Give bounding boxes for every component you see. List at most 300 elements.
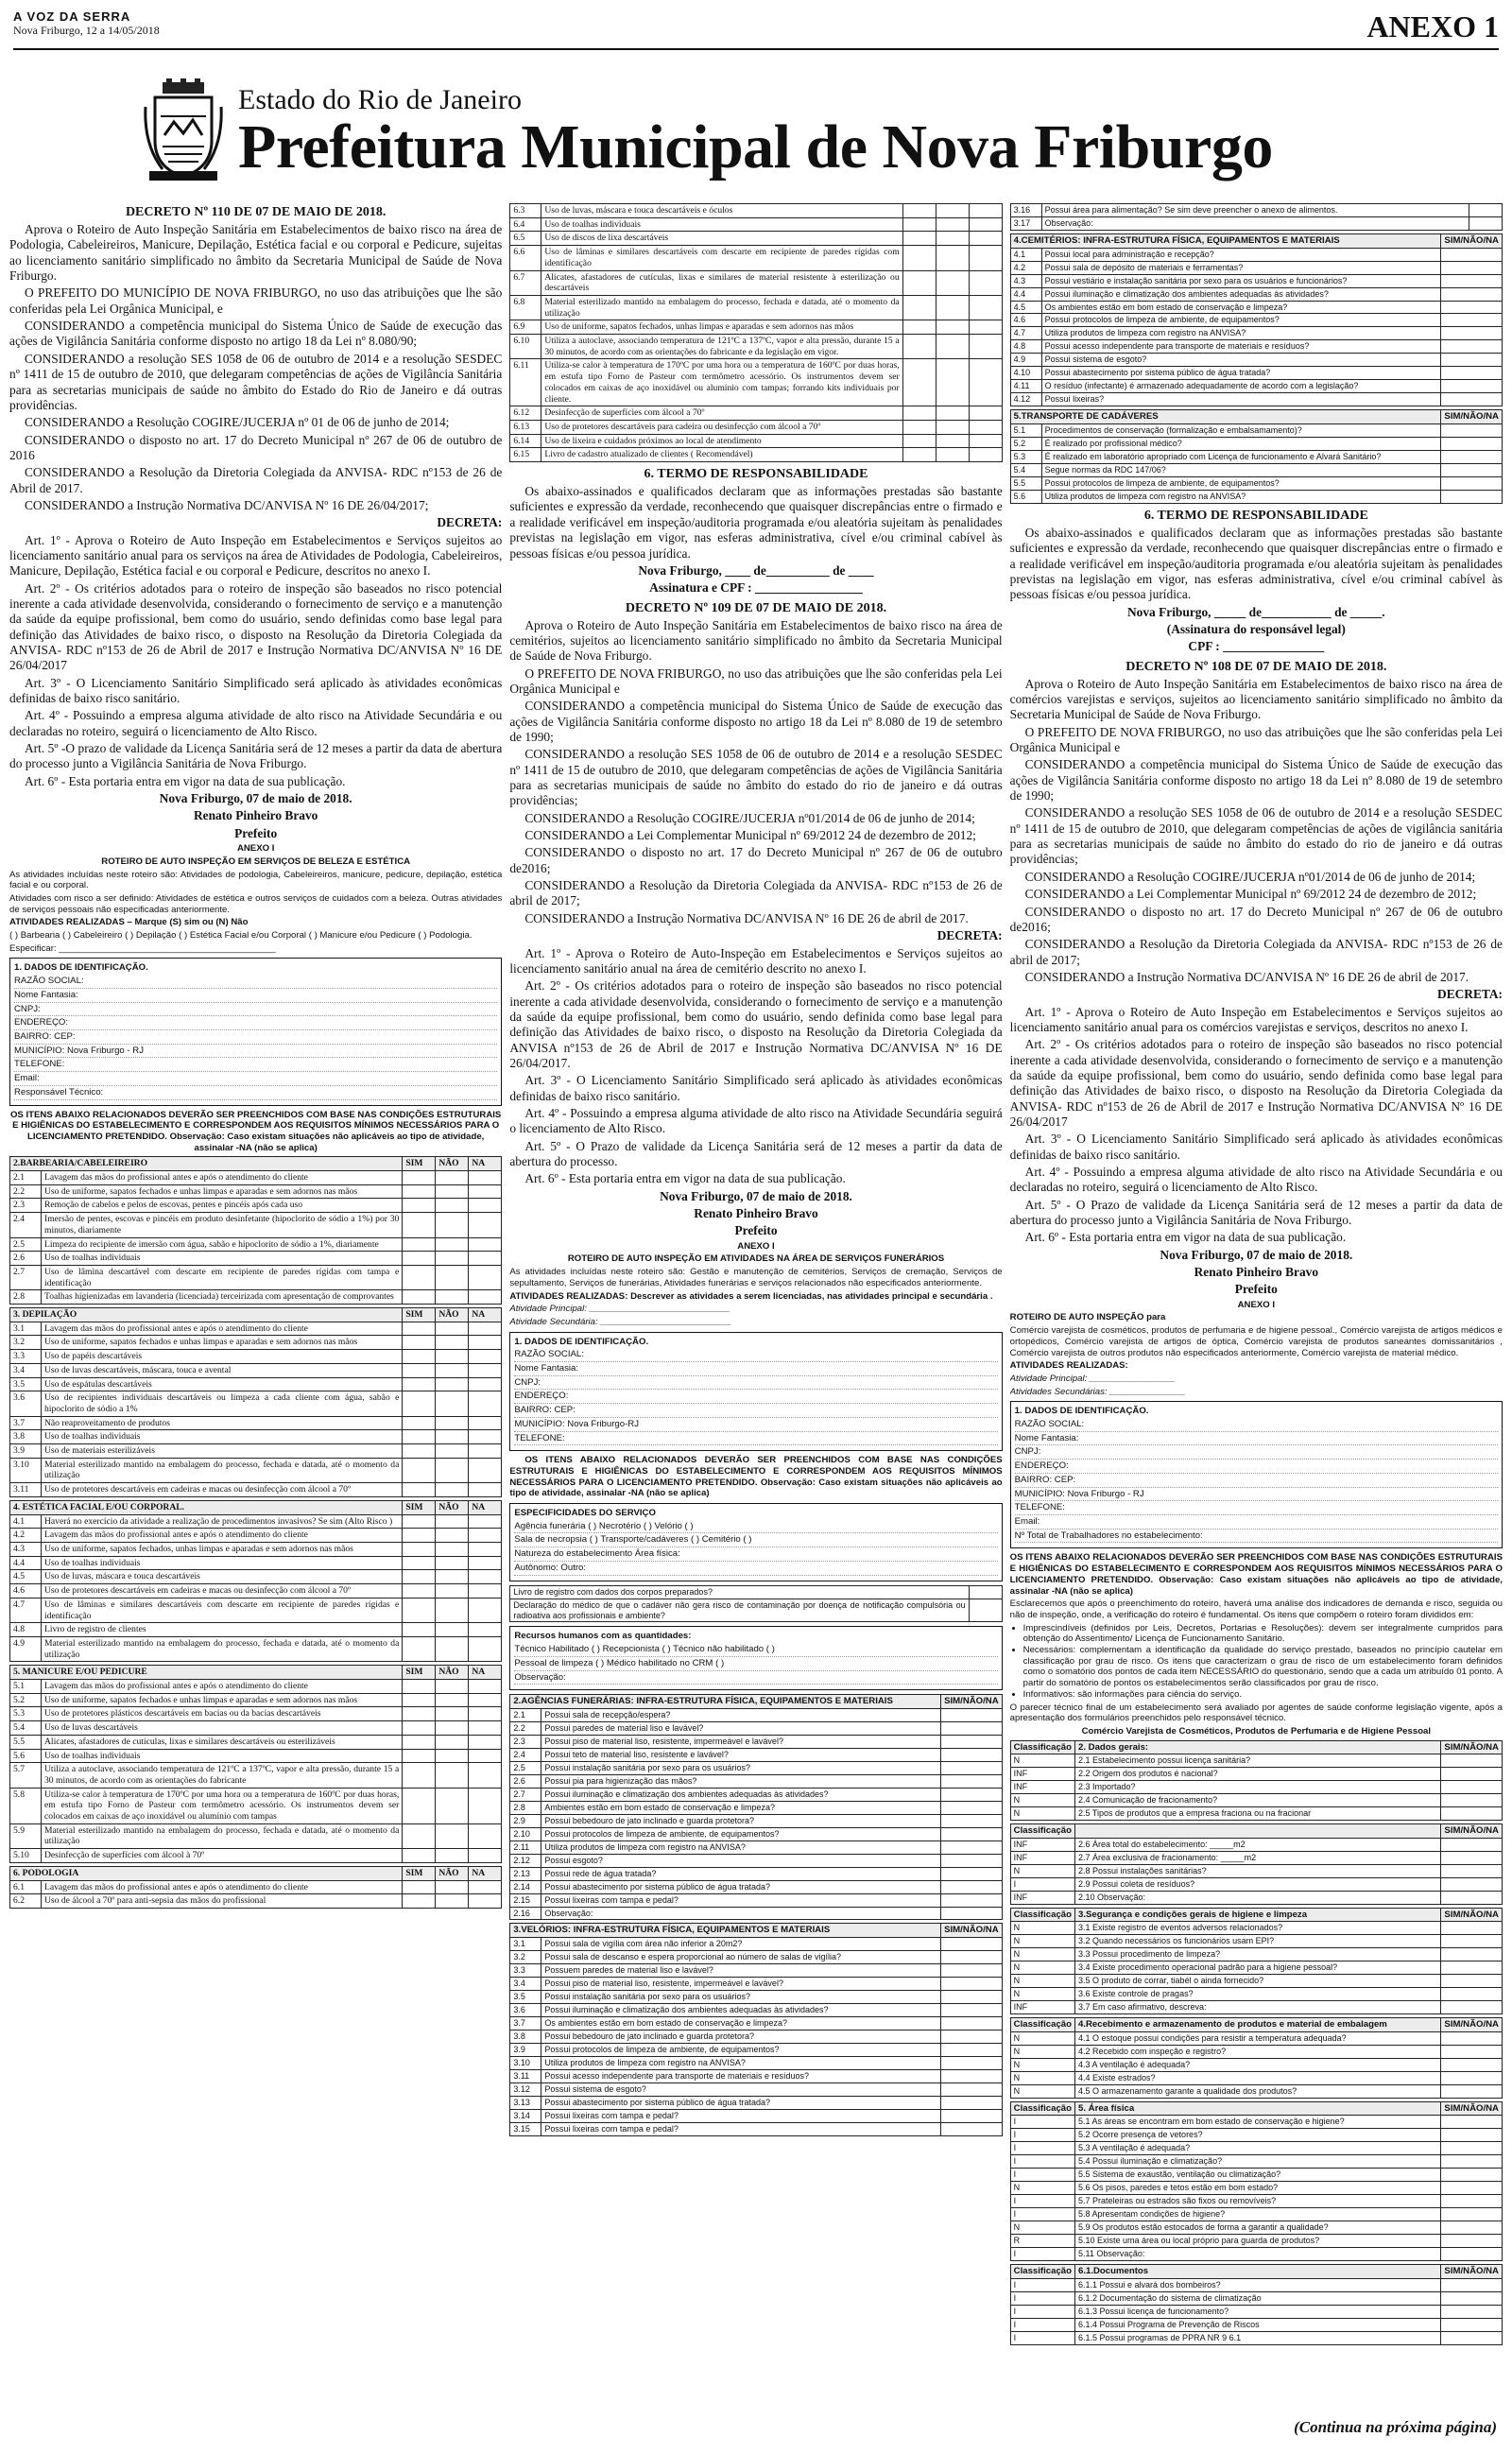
answer-cell (969, 246, 1002, 270)
sign-role: Prefeito (1234, 1282, 1278, 1297)
group-title: 2. Dados gerais: (1075, 1740, 1441, 1754)
table-row (510, 406, 1002, 421)
item-text: Possui sistema de esgoto? (1041, 354, 1441, 367)
answer-cell (1441, 380, 1503, 393)
answer-cell (936, 204, 969, 218)
group-title (1075, 1824, 1441, 1839)
answer-cell (469, 1184, 502, 1199)
answer-cell (469, 1430, 502, 1444)
table-row (1010, 274, 1502, 287)
annex-risk: Atividades com risco a ser definido: Atividades de estética e outros serviços de cuidados com a beleza. Outras atividades de serviços pessoais não especificadas anteriormente. (9, 892, 503, 915)
item-text: 5.10 Existe uma área ou local próprio para guarda de produtos? (1075, 2235, 1441, 2248)
ident-title: 1. DADOS DE IDENTIFICAÇÃO. (514, 1336, 649, 1347)
sign-name: Renato Pinheiro Bravo (1194, 1265, 1319, 1280)
item-number: I (1010, 2278, 1074, 2291)
table-row (510, 295, 1002, 320)
answer-cell (403, 1707, 436, 1721)
comercio-table (1010, 1823, 1503, 1905)
article-paragraph: Art. 1º - Aprova o Roteiro de Auto Inspeção em Estabelecimentos e Serviços sujeitos ao licenciamento sanitário anual para os serviços na área de Atividades de Podologia, Cabeleireiros, Manicure, Depilação, Estética facial e ou corporal e Pedicure, descritos no anexo I. (9, 532, 503, 579)
column-header: SIM (403, 1308, 436, 1322)
considerando-paragraph: CONSIDERANDO a Resolução COGIRE/JUCERJA nº 01 de 06 de junho de 2014; (25, 415, 450, 430)
item-number: 6.10 (510, 335, 541, 359)
answer-cell (941, 2096, 1003, 2109)
item-text: Utiliza a autoclave, associando temperatura de 121ºC a 137ºC, vapor e alta pressão, durante 15 a 30 minutos, de acordo com as orientações do fabricante (42, 1763, 403, 1788)
column-header: NA (469, 1866, 502, 1880)
item-text: Procedimentos de conservação (formalização e embalsamamento)? (1041, 423, 1441, 437)
answer-cell (1441, 2129, 1503, 2142)
item-number: 6.7 (510, 270, 541, 295)
answer-cell (941, 2017, 1003, 2031)
item-text: Segue normas da RDC 147/06? (1041, 463, 1441, 476)
item-text: Possui protocolos de limpeza de ambiente, de equipamentos? (541, 1827, 941, 1840)
considerando-paragraph: O PREFEITO DO MUNICÍPIO DE NOVA FRIBURGO, no uso das atribuições que lhe são conferidas pela Lei Orgânica Municipal, e (9, 285, 503, 316)
item-number: I (1010, 2331, 1074, 2344)
simnao-header: SIM/NÃO/NA (1441, 2265, 1503, 2279)
item-text: Possui protocolos de limpeza de ambiente, de equipamentos? (1041, 314, 1441, 327)
class-header: Classificação (1010, 2018, 1074, 2032)
class-header: Classificação (1010, 1908, 1074, 1922)
item-number: 6.9 (510, 320, 541, 335)
cemiterios-title: 4.CEMITÉRIOS: INFRA-ESTRUTURA FÍSICA, EQUIPAMENTOS E MATERIAIS (1010, 233, 1441, 248)
item-number: I (1010, 2318, 1074, 2331)
answer-cell (469, 1584, 502, 1599)
answer-cell (941, 2082, 1003, 2096)
item-text: Material esterilizado mantido na embalagem do processo, fechada e datada, até o momento da utilização (42, 1823, 403, 1848)
item-number: 5.2 (1010, 437, 1041, 450)
item-number: I (1010, 2291, 1074, 2305)
answer-cell (1441, 2071, 1503, 2084)
considerando-paragraph: CONSIDERANDO a Lei Complementar Municipal nº 69/2012 24 de dezembro de 2012; (524, 828, 976, 843)
answer-cell (469, 1788, 502, 1823)
item-number: 3.16 (1010, 204, 1041, 217)
item-number: 6.5 (510, 232, 541, 246)
table-row (1010, 423, 1502, 437)
item-number: 3.7 (10, 1416, 42, 1430)
item-number: 4.6 (1010, 314, 1041, 327)
answer-cell (436, 1623, 469, 1637)
item-number: N (1010, 1794, 1074, 1807)
answer-cell (936, 270, 969, 295)
class-header: Classificação (1010, 1740, 1074, 1754)
answer-cell (1441, 1935, 1503, 1948)
answer-cell (436, 1184, 469, 1199)
item-text: Uso de recipientes individuais descartáveis ou limpeza a cada cliente com água, sabão e hipoclorito de sódio a 1% (42, 1391, 403, 1416)
table-row (1010, 287, 1502, 301)
table-row (1010, 450, 1502, 463)
item-text: Os ambientes estão em bom estado de conservação e limpeza? (541, 2017, 941, 2031)
answer-cell (1441, 2169, 1503, 2182)
item-text: Uso de luvas, máscara e touca descartáveis (42, 1570, 403, 1584)
article-paragraph: Art. 3º - O Licenciamento Sanitário Simplificado será aplicado às atividades econômicas definidas de baixo risco sanitário. (1009, 1132, 1503, 1162)
answer-cell (902, 295, 936, 320)
item-number: 3.15 (510, 2122, 541, 2135)
answer-cell (403, 1514, 436, 1529)
answer-cell (1441, 476, 1503, 490)
annex-block (509, 1241, 1002, 1328)
item-number: 2.9 (510, 1814, 541, 1827)
answer-cell (1441, 261, 1503, 274)
answer-cell (941, 2109, 1003, 2122)
answer-cell (436, 1444, 469, 1459)
item-number: 6.11 (510, 359, 541, 406)
table-row (1010, 1961, 1502, 1975)
item-number: INF (1010, 1838, 1074, 1851)
item-text: Possui lixeiras com tampa e pedal? (541, 2122, 941, 2135)
table-row (10, 1416, 502, 1430)
item-number: I (1010, 2195, 1074, 2208)
answer-cell (436, 1213, 469, 1237)
item-text: Uso de álcool a 70º para anti-sepsia das mãos do profissional (42, 1894, 403, 1909)
article-paragraph: Art. 5º -O prazo de validade da Licença Sanitária será de 12 meses a partir da data de abertura do processo junto a Vigilância Sanitária de Nova Friburgo. (9, 741, 503, 771)
answer-cell (1441, 354, 1503, 367)
item-text: Haverá no exercício da atividade a realização de procedimentos invasivos? Se sim (Alto Risco ) (42, 1514, 403, 1529)
table-row (1010, 2318, 1502, 2331)
item-number: N (1010, 1961, 1074, 1975)
item-number: 5.3 (10, 1707, 42, 1721)
answer-cell (403, 1529, 436, 1543)
item-text: Lavagem das mãos do profissional antes e após o atendimento do cliente (42, 1171, 403, 1185)
item-text: 5.9 Os produtos estão estocados de forma a garantir a qualidade? (1075, 2221, 1441, 2235)
item-number: I (1010, 1877, 1074, 1891)
table-row (510, 1788, 1002, 1801)
velorios-cont-table (1010, 203, 1503, 231)
decree-108-considerandos (1010, 725, 1503, 986)
answer-cell (403, 1290, 436, 1305)
answer-cell (403, 1265, 436, 1289)
answer-cell (941, 2069, 1003, 2082)
answer-cell (1469, 204, 1502, 217)
answer-cell (403, 1823, 436, 1848)
answer-cell (436, 1721, 469, 1736)
answer-cell (1441, 274, 1503, 287)
comercio-tables (1010, 1740, 1503, 2345)
item-text: Material esterilizado mantido na embalagem do processo, fechada e datada, até o momento da utilização (42, 1458, 403, 1482)
item-text: Uso de espátulas descartáveis (42, 1377, 403, 1391)
article-paragraph: Art. 6º - Esta portaria entra em vigor na data de sua publicação. (25, 773, 346, 788)
item-text: Possui acesso independente para transporte de materiais e resíduos? (1041, 340, 1441, 354)
term-title: 6. TERMO DE RESPONSABILIDADE (1143, 508, 1368, 523)
answer-cell (936, 434, 969, 448)
table-row (510, 448, 1002, 462)
table-row (1010, 327, 1502, 340)
item-text: Possui protocolos de limpeza de ambiente, de equipamentos? (1041, 476, 1441, 490)
item-number: 3.8 (10, 1430, 42, 1444)
ident-field: RAZÃO SOCIAL: (514, 1348, 997, 1362)
article-paragraph: Art. 4º - Possuindo a empresa alguma atividade de alto risco na Atividade Secundária e ou declaradas no roteiro, seguirá o licenciamento de Alto Risco. (1009, 1165, 1503, 1195)
table-row (10, 1237, 502, 1252)
table-row (10, 1636, 502, 1661)
item-text: Possui abastecimento por sistema público de água tratada? (1041, 367, 1441, 380)
item-text: Livro de cadastro atualizado de clientes ( Recomendável) (541, 448, 902, 462)
ativ-principal: Atividade Principal: _________________ (1009, 1373, 1176, 1384)
item-number: N (1010, 1975, 1074, 1988)
item-text: Possui pia para higienização das mãos? (541, 1774, 941, 1788)
spec-line: Agência funerária ( ) Necrotério ( ) Velório ( ) (514, 1520, 997, 1534)
item-text: Uso de lâminas e similares descartáveis com descarte em recipiente de paredes rígidas com identificação (541, 246, 902, 270)
answer-cell (469, 1377, 502, 1391)
item-text: Utiliza-se calor à temperatura de 170ºC por uma hora ou a temperatura de 160ºC por duas horas, em estufa tipo Forno de Pasteur com termômetro acessório. Os instrumentos devem ser colocados em caixas de aço inoxidável ou alumínio com tampas; forrando kits individuais por cliente. (541, 359, 902, 406)
item-text: 2.6 Área total do estabelecimento: _____m2 (1075, 1838, 1441, 1851)
group-title: 5. Área física (1075, 2101, 1441, 2116)
item-number: 4.5 (10, 1570, 42, 1584)
article-paragraph: Art. 6º - Esta portaria entra em vigor na data de sua publicação. (1024, 1230, 1347, 1245)
item-text: 5.3 A ventilação é adequada? (1075, 2142, 1441, 2155)
table-row (1010, 2116, 1502, 2129)
table-row (1010, 1807, 1502, 1821)
answer-cell (436, 1171, 469, 1185)
answer-cell (902, 420, 936, 434)
item-text: 5.4 Possui iluminação e climatização? (1075, 2155, 1441, 2169)
checklist-table (9, 1500, 502, 1662)
answer-cell (941, 2030, 1003, 2043)
answer-cell (969, 448, 1002, 462)
ativ-secundaria: Atividades Secundárias: _______________ (1009, 1386, 1186, 1397)
answer-cell (969, 232, 1002, 246)
items-note: OS ITENS ABAIXO RELACIONADOS DEVERÃO SER PREENCHIDOS COM BASE NAS CONDIÇÕES ESTRUTURAIS E HIGIÊNICAS DO ESTABELECIMENTO E CORRESPONDEM AOS REQUISITOS MÍNIMOS NECESSÁRIOS PARA O LICENCIAMENTO PRETENDIDO. Observação: Caso existam situações não aplicáveis ao tipo de atividade, assinalar -NA (não se aplica) (509, 1455, 1003, 1499)
item-text: Uso de papéis descartáveis (42, 1350, 403, 1364)
table-row (510, 217, 1002, 232)
table-row (510, 359, 1002, 406)
item-number: 3.10 (510, 2056, 541, 2069)
spec-title: ESPECIFICIDADES DO SERVIÇO (514, 1508, 656, 1519)
table-row (510, 1708, 1002, 1721)
ident-field: Nome Fantasia: (1015, 1432, 1498, 1446)
item-number: 5.8 (10, 1788, 42, 1823)
answer-cell (436, 1543, 469, 1557)
item-number: 4.1 (1010, 248, 1041, 261)
answer-cell (1441, 314, 1503, 327)
item-text: Alicates, afastadores de cutículas, lixas e similares de material resistente à esterilização ou descartáveis (541, 270, 902, 295)
atividades-label: ATIVIDADES REALIZADAS: (1009, 1360, 1128, 1372)
ident-field: Responsável Técnico: (14, 1086, 497, 1100)
item-text: Possui sistema de esgoto? (541, 2082, 941, 2096)
answer-cell (941, 1880, 1003, 1893)
item-number: 2.10 (510, 1827, 541, 1840)
table-row (510, 1748, 1002, 1761)
answer-cell (403, 1458, 436, 1482)
item-number: 3.17 (1010, 216, 1041, 230)
item-text: Possui instalação sanitária por sexo para os usuários? (541, 1761, 941, 1774)
answer-cell (936, 448, 969, 462)
item-number: 2.16 (510, 1907, 541, 1920)
simnao-header: SIM/NÃO/NA (941, 1695, 1003, 1709)
item-number: 3.11 (10, 1483, 42, 1497)
item-number: 6.13 (510, 420, 541, 434)
term-title: 6. TERMO DE RESPONSABILIDADE (644, 467, 868, 482)
answer-cell (436, 1252, 469, 1266)
item-number: 2.3 (510, 1735, 541, 1748)
table-row (510, 1721, 1002, 1735)
item-number: 2.12 (510, 1854, 541, 1867)
table-row (1010, 2182, 1502, 2195)
answer-cell (1441, 248, 1503, 261)
item-number: 3.7 (510, 2017, 541, 2031)
item-number: 2.4 (10, 1213, 42, 1237)
item-number: 2.2 (510, 1721, 541, 1735)
table-row (10, 1749, 502, 1763)
table-row (1010, 1754, 1502, 1768)
item-number: 3.3 (510, 1964, 541, 1978)
item-number: 2.15 (510, 1893, 541, 1907)
table-row (510, 320, 1002, 335)
transporte-title: 5.TRANSPORTE DE CADÁVERES (1010, 410, 1441, 424)
table-row (1010, 2031, 1502, 2045)
column-header: NA (469, 1308, 502, 1322)
item-number: 2.6 (510, 1774, 541, 1788)
decree-110-ementa: Aprova o Roteiro de Auto Inspeção Sanitária em Estabelecimentos de baixo risco na área de Podologia, Cabeleireiros, Manicure, Depilação, Estética facial e ou corporal e Pedicure, sujeitas ao licenciamento sanitário simplificado no âmbito da Secretaria Municipal de Saúde de Nova Friburgo. (9, 222, 503, 284)
answer-cell (1441, 1754, 1503, 1768)
answer-cell (403, 1252, 436, 1266)
item-number: 5.3 (1010, 450, 1041, 463)
item-number: I (1010, 2208, 1074, 2221)
item-number: N (1010, 1864, 1074, 1877)
answer-cell (1441, 2318, 1503, 2331)
ident-field: TELEFONE: (1015, 1501, 1498, 1515)
item-text: Possui sala de depósito de materiais e ferramentas? (1041, 261, 1441, 274)
answer-cell (902, 270, 936, 295)
item-text: 2.10 Observação: (1075, 1891, 1441, 1904)
term-sign: (Assinatura do responsável legal) (1166, 621, 1346, 636)
item-number: I (1010, 2142, 1074, 2155)
item-text: Possui paredes de material liso e lavável? (541, 1721, 941, 1735)
considerando-paragraph: CONSIDERANDO o disposto no art. 17 do Decreto Municipal nº 267 de 06 de outubro de2016; (1009, 904, 1503, 934)
item-number: 3.6 (10, 1391, 42, 1416)
considerando-paragraph: CONSIDERANDO a Instrução Normativa DC/ANVISA Nº 16 DE 26 de abril de 2017. (524, 910, 969, 925)
answer-cell (941, 2043, 1003, 2056)
column-header: NA (469, 1157, 502, 1171)
ident-field: TELEFONE: (514, 1432, 997, 1446)
table-row (1010, 1851, 1502, 1864)
answer-cell (941, 2122, 1003, 2135)
table-row (10, 1584, 502, 1599)
table-row (1010, 340, 1502, 354)
article-paragraph: Art. 3º - O Licenciamento Sanitário Simplificado será aplicado às atividades econômicas definidas de baixo risco sanitário. (9, 675, 503, 706)
item-number: 3.8 (510, 2030, 541, 2043)
simnao-header: SIM/NÃO/NA (1441, 410, 1503, 424)
item-text: 6.1.1 Possui e alvará dos bombeiros? (1075, 2278, 1441, 2291)
answer-cell (436, 1430, 469, 1444)
table-row (10, 1350, 502, 1364)
column-header: NA (469, 1500, 502, 1514)
item-text: 2.3 Importado? (1075, 1781, 1441, 1794)
parecer-text: O parecer técnico final de um estabelecimento será avaliado por agentes de saúde conforme legislação vigente, após a apresentação dos formulários preenchidos pelo responsável técnico. (1009, 1702, 1503, 1724)
item-number: 3.4 (510, 1978, 541, 1991)
article-paragraph: Art. 2º - Os critérios adotados para o roteiro de inspeção são baseados no risco potencial inerente a cada atividade desenvolvida, considerando o fornecimento de serviço e a manutenção da saúde da equipe profissional, bem como do usuário, sendo definida como base legal para definição das Atividades de baixo risco, o disposto na Resolução da Diretoria Colegiada da ANVISA nº153 de 26 de Abril de 2017 e Instrução Normativa DC/ANVISA Nº 16 DE 26/04/2017. (509, 978, 1003, 1070)
table-row (510, 1801, 1002, 1814)
agencias-table (509, 1694, 1002, 1920)
answer-cell (436, 1416, 469, 1430)
item-text: Lavagem das mãos do profissional antes e após o atendimento do cliente (42, 1880, 403, 1894)
issue-date: Nova Friburgo, 12 a 14/05/2018 (13, 24, 160, 37)
decree-110-articles (9, 533, 502, 790)
item-number: 5.7 (10, 1763, 42, 1788)
decree-108-articles (1010, 1005, 1503, 1246)
answer-cell (941, 1774, 1003, 1788)
transporte-table (1010, 409, 1503, 504)
item-number: 3.1 (510, 1938, 541, 1951)
cemiterios-table (1010, 233, 1503, 406)
answer-cell (469, 1416, 502, 1430)
item-number: 6.4 (510, 217, 541, 232)
table-header (1010, 1908, 1502, 1922)
table-row (510, 1991, 1002, 2004)
item-text: Uso de lixeira e cuidados próximos ao local de atendimento (541, 434, 902, 448)
table-row (1010, 463, 1502, 476)
table-row (1010, 248, 1502, 261)
table-row (1010, 2291, 1502, 2305)
table-row (510, 2082, 1002, 2096)
answer-cell (941, 1978, 1003, 1991)
item-number: 5.4 (10, 1721, 42, 1736)
answer-cell (941, 1938, 1003, 1951)
considerando-paragraph: CONSIDERANDO o disposto no art. 17 do Decreto Municipal nº 267 de 06 de outubro de 2016 (9, 432, 503, 462)
answer-cell (1441, 2331, 1503, 2344)
criteria-item: • Informativos: são informações para ciência do serviço. (1023, 1689, 1503, 1701)
table-row (510, 1774, 1002, 1788)
item-text: 6.1.5 Possui programas de PPRA NR 9 6.1 (1075, 2331, 1441, 2344)
ident-field: MUNICÍPIO: Nova Friburgo - RJ (14, 1045, 497, 1059)
table-row (510, 2109, 1002, 2122)
answer-cell (936, 420, 969, 434)
table-row (1010, 1891, 1502, 1904)
answer-cell (1441, 490, 1503, 503)
agencias-title: 2.AGÊNCIAS FUNERÁRIAS: INFRA-ESTRUTURA FÍSICA, EQUIPAMENTOS E MATERIAIS (510, 1695, 941, 1709)
ident-field: CNPJ: (14, 1003, 497, 1017)
item-text: Uso de uniforme, sapatos fechados e unhas limpas e aparadas e sem adornos nas mãos (42, 1184, 403, 1199)
considerando-paragraph: CONSIDERANDO a Lei Complementar Municipal nº 69/2012 24 de dezembro de 2012; (1024, 887, 1477, 902)
answer-cell (469, 1763, 502, 1788)
decree-110-considerandos (9, 285, 502, 513)
table-row (510, 270, 1002, 295)
answer-cell (941, 1788, 1003, 1801)
annex-i-label: ANEXO I (236, 843, 275, 855)
answer-cell (1441, 450, 1503, 463)
velorios-table (509, 1923, 1002, 2135)
item-text: Possui lixeiras com tampa e pedal? (541, 2109, 941, 2122)
item-number: 4.4 (10, 1556, 42, 1570)
answer-cell (403, 1184, 436, 1199)
answer-cell (436, 1363, 469, 1377)
considerando-paragraph: O PREFEITO DE NOVA FRIBURGO, no uso das atribuições que lhe são conferidas pela Lei Orgânica Municipal e (509, 665, 1003, 696)
coat-of-arms-icon (144, 78, 223, 184)
item-text: 5.7 Prateleiras ou estrados são fixos ou removíveis? (1075, 2195, 1441, 2208)
item-text: 4.3 A ventilação é adequada? (1075, 2058, 1441, 2071)
item-number: 4.6 (10, 1584, 42, 1599)
table-row (1010, 314, 1502, 327)
table-row (10, 1171, 502, 1185)
table-row (510, 1827, 1002, 1840)
ident-field: Nome Fantasia: (514, 1362, 997, 1376)
item-text: Uso de toalhas individuais (42, 1430, 403, 1444)
answer-cell (436, 1636, 469, 1661)
content-columns (9, 200, 1503, 2412)
considerando-paragraph: CONSIDERANDO o disposto no art. 17 do Decreto Municipal nº 267 de 06 de outubro de2016; (509, 845, 1003, 875)
answer-cell (403, 1171, 436, 1185)
table-row (10, 1363, 502, 1377)
table-row (1010, 2235, 1502, 2248)
item-number: N (1010, 2084, 1074, 2098)
answer-cell (469, 1252, 502, 1266)
item-number: 5.2 (10, 1693, 42, 1707)
answer-cell (436, 1483, 469, 1497)
answer-cell (469, 1336, 502, 1350)
answer-cell (936, 335, 969, 359)
column-header: SIM (403, 1500, 436, 1514)
criteria-item: • Imprescindíveis (definidos por Leis, Decretos, Portarias e Resoluções): devem ser integralmente cumpridos para obtenção do Assentimento/ Licença de Funcionamento Sanitário. (1023, 1623, 1503, 1645)
answer-cell (1441, 1922, 1503, 1935)
answer-cell (936, 406, 969, 421)
table-row (1010, 1877, 1502, 1891)
